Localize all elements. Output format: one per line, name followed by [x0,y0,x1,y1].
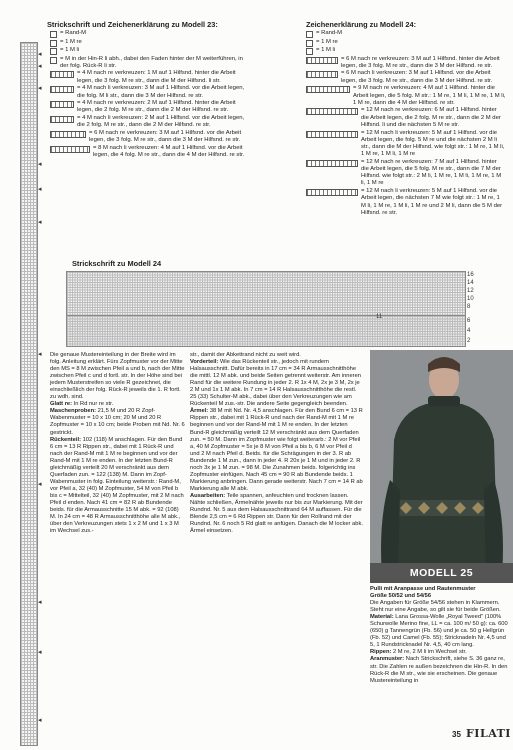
paragraph: Aranmuster: Nach Strickschrift, siehe S. 36 ganz re, str. Die Zahlen re außen bezeichnen die Hin-R. In den Rück-R die M str., wie sie erscheinen. Die genaue Mustereinteilung in [370,656,508,684]
cable-4-left-symbol-icon [50,86,74,93]
row-number: 2 [467,338,471,344]
knitting-chart-24 [66,271,466,317]
legend-item: = 4 M nach re verkreuzen: 2 M auf 1 Hilfsnd. hinter die Arbeit legen, die 2 folg. M re str., dann die 2 M der Hilfsnd. re str. [50,100,250,114]
sweater-model-illustration [370,350,513,576]
paragraph: Vorderteil: Wie das Rückenteil str., jedoch mit rundem Halsausschnitt. Dafür bereits in 17 cm = 34 R Armausschnitthöhe die mittl. 12 M abk. und beide Seiten getrennt weiterstr. Am inneren Rand für die weitere Rundung in jeder 2. R 1x 4 M, 2x je 3 M, 2x je 2 M und 1x 1 M abk. In 7 cm = 14 R Halsausschnitthöhe die restl. 25 (33) Schulter-M abk., dabei über den Verkreuzungen wie am Rückenteil M zus.-str. Die andere Seite gegengleich beenden. [190,359,361,408]
row-number: 14 [467,280,474,286]
arrow-marker-icon: ◂ [38,51,42,58]
legend-item: = 1 M li [306,47,506,55]
cable-6-right-symbol-icon [50,131,86,138]
arrow-marker-icon: ◂ [38,599,42,606]
photo-caption: MODELL 25 [370,563,513,583]
legend-item: = 9 M nach re verkreuzen: 4 M auf 1 Hilfsnd. hinter die Arbeit legen, die 5 folg. M str.: 1 M re, 1 M li, 1 M re, 1 M li, 1 M re, dann die 4 M der Hilfsnd. re str. [306,85,506,107]
cable-8-left-symbol-icon [50,146,90,153]
cable-12-left-b-symbol-icon [306,189,358,196]
legend-item: = 4 M nach li verkreuzen: 3 M auf 1 Hilfsnd. vor die Arbeit legen, die folg. M li str., dann die 3 M der Hilfsnd. re str. [50,85,250,99]
cable-4-right-2-symbol-icon [50,101,74,108]
m-li-symbol-icon [306,48,313,55]
paragraph: Rückenteil: 102 (118) M anschlagen. Für den Bund 6 cm = 13 R Rippen str., dabei mit 1 Rück-R und nach der Rand-M mit 1 M re beginnen und vor der Rand-M mit 1 M re enden. In der letzten Bund-R gleichmäßig verteilt 20 M verschränkt aus dem Querfaden zun. = 122 (138) M. Dann im Zopf-Wabenmuster in folg. Einteilung weiterstr.: Rand-M, vor Pfeil a, 32 (40) M Zopfmuster, 54 M von Pfeil b bis c = Mittelteil, 32 (40) M Zopfmuster, mit 2 M nach Pfeil d enden. Nach 41 cm = 82 R ab Bundende beids. für die Armausschnitte 15 M abk. = 92 (108) M. In 24 cm = 48 R Armausschnitthöhe alle M abk., über den Verkreuzungen stets 1 x 2 M und 1 x 3 M im Wechsel zus.- [50,436,184,535]
legend-item: = 8 M nach li verkreuzen: 4 M auf 1 Hilfsnd. vor die Arbeit legen, die 4 folg. M re str., dann die 4 M der Hilfsnd. re str. [50,145,250,159]
m-li-symbol-icon [50,48,57,55]
m-re-symbol-icon [306,40,313,47]
arrow-marker-icon: ◂ [38,717,42,724]
model-25-intro [370,586,510,685]
m-re-symbol-icon [50,40,57,47]
legend-item: = 12 M nach li verkreuzen: 5 M auf 1 Hilfsnd. vor die Arbeit legen, die nächsten 7 M wie folgt str.: 1 M re, 1 M li, 1 M re, 1 M li, 1 M re und 2 M li, dann die 5 M der Hilfsnd. re str. [306,188,506,217]
legend-item: = 12 M nach re verkreuzen: 6 M auf 1 Hilfsnd. hinter die Arbeit legen, die 2 folg. M re str., dann die 2 M der Hilfsnd. li und die nächsten 5 M re str. [306,107,506,129]
paragraph: Rippen: 2 M re, 2 M li im Wechsel str. [370,649,467,656]
legend-item: = 12 M nach re verkreuzen: 7 M auf 1 Hilfsnd. hinter die Arbeit legen, die 5 folg. M re str., dann die 7 M der Hilfsnd. wie folgt str.: 2 M li, 1 M re, 1 M li, 1 M re, 1 M li, 1 M re [306,159,506,188]
legend-item: = 1 M re [306,39,506,47]
legend-item: = 1 M li [50,47,250,55]
paragraph: Die genaue Mustereinteilung in der Breite wird im folg. Anleitung erklärt. Fürs Zopfmuster vor der Mitte den MS = 8 M zwischen Pfeil a und b, nach der Mitte zwischen Pfeil c und d fortl. str. In der Höhe sind bei jedem Musterstreifen so viele R gezeichnet, die einschließlich der folg. Rück-R jeweils die 1. R fortl. zu wdh. sind. [50,352,185,401]
paragraph: Die Angaben für Größe 54/56 stehen in Klammern. Steht nur eine Angabe, so gilt sie für beide Größen. [370,600,501,614]
arrow-marker-icon: ◂ [38,219,42,226]
legend-item: = 1 M re [50,39,250,47]
cable-4-right-symbol-icon [50,71,74,78]
rand-m-symbol-icon [306,31,313,38]
arrow-marker-icon: ◂ [38,161,42,168]
cable-6-left-symbol-icon [306,71,338,78]
cable-6-right-symbol-icon [306,57,338,64]
legend-modell-24 [306,30,506,217]
arrow-marker-icon: ◂ [38,649,42,656]
cable-12-left-symbol-icon [306,131,358,138]
knitting-chart-23 [20,42,38,746]
paragraph: Ärmel: 38 M mit Nd. Nr. 4,5 anschlagen. Für den Bund 6 cm = 13 R Rippen str., dabei mit 1 Rück-R und nach der Rand-M mit 1 M re beginnen und vor der Rand-M mit 1 M re enden. In der letzten Bund-R gleichmäßig verteilt 12 M verschränkt aus dem Querfaden zun. = 50 M. Dann im Zopfmuster wie folgt weiterarb.: 2 M vor Pfeil a, 40 M Zopfmuster = 5x je 8 M von Pfeil a bis b, 6 M vor Pfeil d und 2 M nach Pfeil d. Beids. für die Schrägungen in der 3. R ab Bundende 1 M zun., dann in jeder 4. R 20x je 1 M und in jeder 2. R noch 3x je 1 M zun. = 98 M. Die Zunahmen beids. folgerichtig ins Zopfmuster einfügen. Nach 45 cm = 90 R ab Bundende beids. 1 Markierung anbringen. Dann gerade weiterstr. Nach 7 cm = 14 R ab Markierung alle M abk. [190,408,363,492]
column-number: 11 [376,314,383,320]
heading-modell-23: Strickschrift und Zeichenerklärung zu Modell 23: [47,20,218,29]
row-number: 10 [467,296,474,302]
cable-12-right-b-symbol-icon [306,160,358,167]
slip-stitch-symbol-icon [50,57,57,64]
legend-item: = 4 M nach re verkreuzen: 1 M auf 1 Hilfsnd. hinter die Arbeit legen, die 3 folg. M re str., dann die M der Hilfsnd. li str. [50,70,250,84]
rand-m-symbol-icon [50,31,57,38]
arrow-marker-icon: ◂ [38,85,42,92]
paragraph: Maschenproben: 21,5 M und 20 R Zopf-Wabenmuster = 10 x 10 cm; 20 M und 20 R Zopfmuster = 10 x 10 cm; beide Proben mit Nd. Nr. 6 gestrickt. [50,408,185,436]
arrow-marker-icon: ◂ [38,481,42,488]
paragraph: Ausarbeiten: Teile spannen, anfeuchten und trocknen lassen. Nähte schließen, Ärmelnähte jeweils nur bis zur Markierung. Mit der Rundnd. Nr. 5 aus dem Halsausschnittrand 64 M auffassen. Für die Blende 2,5 cm = 6 Rd Rippen str. Dann für den Rollrand mit der Rundnd. Nr. 6 noch 5 Rd glatt re anfügen. Danach die M locker abk. Ärmel einsetzen. [190,492,363,535]
legend-item: = 4 M nach li verkreuzen: 2 M auf 1 Hilfsnd. vor die Arbeit legen, die 2 folg. M re str., dann die 2 M der Hilfsnd. re str. [50,115,250,129]
legend-modell-23 [50,30,250,160]
arrow-marker-icon: ◂ [38,351,42,358]
row-number: 8 [467,304,471,310]
row-number: 16 [467,272,474,278]
knitting-chart-24-bottom [66,315,466,347]
paragraph: Material: Lana Grossa-Wolle „Royal Tweed" (100% Schurwolle Merino fine, LL = ca. 100 m/ 50 g): ca. 600 (650) g Tannengrün (Fb. 56) und je ca. 50 g Hellgrün (Fb. 52) und Camel (Fb. 55); Stricknadeln Nr. 4,5 und 5, 1 Rundstricknadel Nr. 4,5, 40 cm lang. [370,614,508,649]
legend-item: = M in der Hin-R li abh., dabei den Faden hinter der M weiterführen, in der folg. Rück-R li str. [50,56,250,70]
model-photo [370,350,513,576]
legend-item: = Rand-M [306,30,506,38]
model-25-title: Pulli mit Aranpasse und Rautenmuster [370,586,476,592]
paragraph: str., damit der Abkettrand nicht zu weit wird. [190,352,301,358]
paragraph: Glatt re: In Rd nur re str. [50,401,114,408]
instructions-column-1 [50,352,185,535]
arrow-marker-icon: ◂ [38,63,42,70]
arrow-marker-icon: ◂ [38,186,42,193]
row-number: 4 [467,328,471,334]
cable-9-right-symbol-icon [306,86,350,93]
cable-4-left-2-symbol-icon [50,116,74,123]
row-number: 12 [467,288,474,294]
row-number: 6 [467,318,471,324]
legend-item: = 6 M nach li verkreuzen: 3 M auf 1 Hilfsnd. vor die Arbeit legen, die 3 folg. M re str., dann die 3 M der Hilfsnd. re str. [306,70,506,84]
page-number: 35 [452,730,461,739]
legend-item: = 12 M nach li verkreuzen: 5 M auf 1 Hilfsnd. vor die Arbeit legen, die folg. 5 M re und die nächsten 2 M li str., dann die M der Hilfsnd. wie folgt str.: 1 M re, 1 M li, 1 M re, 1 M li, 1 M re [306,130,506,159]
heading-modell-24-legend: Zeichenerklärung zu Modell 24: [306,20,417,29]
legend-item: = 6 M nach re verkreuzen: 3 M auf 1 Hilfsnd. hinter die Arbeit legen, die 3 folg. M re str., dann die 3 M der Hilfsnd. re str. [306,56,506,70]
legend-item: = Rand-M [50,30,250,38]
legend-item: = 6 M nach re verkreuzen: 3 M auf 1 Hilfsnd. vor die Arbeit legen, die 3 folg. M re str., dann die 3 M der Hilfsnd. re str. [50,130,250,144]
brand-logo: FILATI [466,727,511,740]
instructions-column-2 [190,352,363,535]
cable-12-right-symbol-icon [306,108,358,115]
heading-modell-24-chart: Strickschrift zu Modell 24 [72,259,162,268]
model-25-size: Größe 50/52 und 54/56 [370,593,432,600]
